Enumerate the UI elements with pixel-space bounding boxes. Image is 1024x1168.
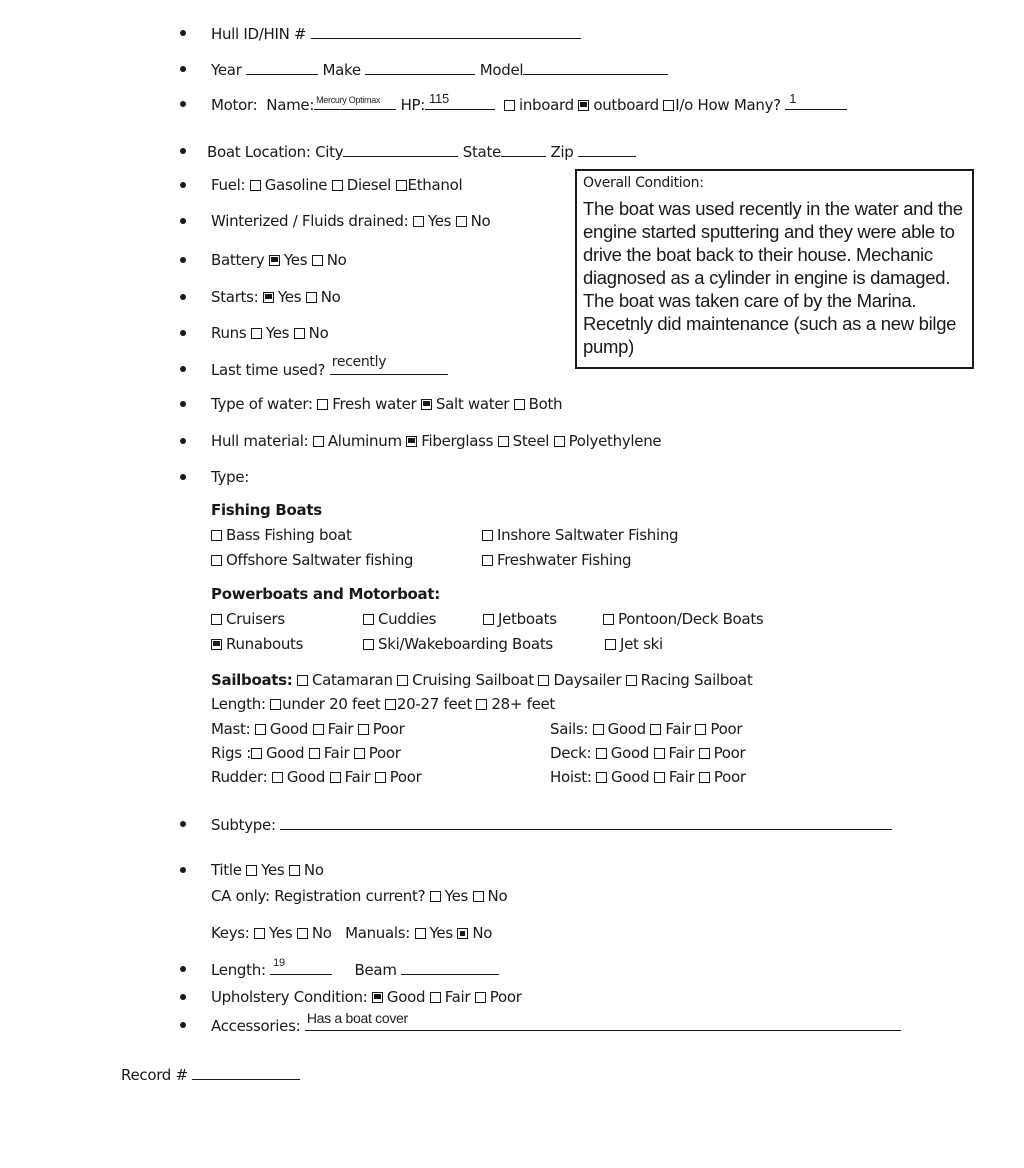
offshore-saltwater-checkbox[interactable] <box>211 555 222 566</box>
battery-no-label: No <box>326 251 347 269</box>
poor-label: Poor <box>713 744 746 762</box>
title-yes-checkbox[interactable] <box>246 865 257 876</box>
rudder-fair-checkbox[interactable] <box>330 772 341 783</box>
overall-condition-text: The boat was used recently in the water and the engine started sputtering and they were able to drive the boat back to their house. Mechanic diagnosed as a cylinder in engine is damaged. The boat was taken care of by the Marina. Recetnly did maintenance (such as a new bilge pump) <box>583 198 963 357</box>
bullet-icon <box>180 148 186 154</box>
bullet-icon <box>180 401 186 407</box>
keys-no-label: No <box>311 924 332 942</box>
rudder-good-checkbox[interactable] <box>272 772 283 783</box>
length-label: Length: <box>211 961 266 979</box>
sailboats-heading: Sailboats: <box>211 671 293 689</box>
runabouts-checkbox[interactable] <box>211 639 222 650</box>
winterized-no-checkbox[interactable] <box>456 216 467 227</box>
year-label: Year <box>211 61 242 79</box>
polyethylene-label: Polyethylene <box>568 432 662 450</box>
rigs-label: Rigs : <box>211 744 251 762</box>
inboard-label: inboard <box>518 96 574 114</box>
racing-sailboat-checkbox[interactable] <box>626 675 637 686</box>
jetboats-label: Jetboats <box>498 610 557 628</box>
location-row <box>207 142 636 161</box>
bullet-icon <box>180 30 186 36</box>
bullet-icon <box>180 101 186 107</box>
hull-material-row <box>211 432 661 450</box>
fair-label: Fair <box>668 768 695 786</box>
bullet-icon <box>180 66 186 72</box>
upholstery-good-label: Good <box>386 988 426 1006</box>
bass-fishing-label: Bass Fishing boat <box>226 526 352 544</box>
upholstery-good-checkbox[interactable] <box>372 992 383 1003</box>
accessories-field[interactable]: Has a boat cover <box>305 1016 901 1031</box>
racing-sailboat-label: Racing Sailboat <box>640 671 753 689</box>
cuddies-checkbox[interactable] <box>363 614 374 625</box>
battery-no-checkbox[interactable] <box>312 255 323 266</box>
freshwater-fishing-checkbox[interactable] <box>482 555 493 566</box>
title-label: Title <box>211 861 242 879</box>
fresh-water-label: Fresh water <box>332 395 417 413</box>
pontoon-label: Pontoon/Deck Boats <box>618 610 764 628</box>
jetboats-checkbox[interactable] <box>483 614 494 625</box>
aluminum-label: Aluminum <box>327 432 402 450</box>
outboard-checkbox[interactable] <box>578 100 589 111</box>
battery-label: Battery <box>211 251 265 269</box>
rudder-poor-checkbox[interactable] <box>375 772 386 783</box>
fair-label: Fair <box>668 744 695 762</box>
deck-condition-row <box>550 744 745 762</box>
fuel-label: Fuel: <box>211 176 246 194</box>
runs-label: Runs <box>211 324 247 342</box>
starts-yes-checkbox[interactable] <box>263 292 274 303</box>
freshwater-fishing-label: Freshwater Fishing <box>497 551 632 569</box>
upholstery-poor-label: Poor <box>489 988 522 1006</box>
mast-good-checkbox[interactable] <box>255 724 266 735</box>
last-used-label: Last time used? <box>211 361 326 379</box>
fishing-option <box>211 526 352 544</box>
city-field[interactable] <box>343 142 458 157</box>
subtype-field[interactable] <box>280 815 892 830</box>
starts-no-checkbox[interactable] <box>306 292 317 303</box>
bullet-icon <box>180 1022 186 1028</box>
battery-yes-label: Yes <box>283 251 308 269</box>
registration-label: CA only: Registration current? <box>211 887 426 905</box>
cruising-sailboat-label: Cruising Sailboat <box>412 671 534 689</box>
io-label: I/o <box>675 96 694 114</box>
manuals-yes-label: Yes <box>429 924 453 942</box>
winterized-yes-checkbox[interactable] <box>413 216 424 227</box>
state-field[interactable] <box>501 142 546 157</box>
28-plus-label: 28+ feet <box>491 695 556 713</box>
poor-label: Poor <box>389 768 422 786</box>
bullet-icon <box>180 438 186 444</box>
steel-label: Steel <box>512 432 550 450</box>
how-many-field[interactable]: 1 <box>785 95 847 110</box>
manuals-no-label: No <box>472 924 493 942</box>
beam-label: Beam <box>354 961 397 979</box>
aluminum-checkbox[interactable] <box>313 436 324 447</box>
battery-row <box>211 251 347 269</box>
runabouts-label: Runabouts <box>226 635 304 653</box>
bullet-icon <box>180 966 186 972</box>
motor-row <box>211 91 847 114</box>
power-option <box>211 610 285 628</box>
catamaran-checkbox[interactable] <box>297 675 308 686</box>
runs-yes-checkbox[interactable] <box>251 328 262 339</box>
diesel-label: Diesel <box>346 176 392 194</box>
runs-no-checkbox[interactable] <box>294 328 305 339</box>
winterized-row <box>211 212 490 230</box>
salt-water-checkbox[interactable] <box>421 399 432 410</box>
registration-no-checkbox[interactable] <box>473 891 484 902</box>
starts-yes-label: Yes <box>277 288 302 306</box>
hoist-good-checkbox[interactable] <box>596 772 607 783</box>
bullet-icon <box>180 821 186 827</box>
zip-label: Zip <box>550 143 574 161</box>
year-make-model-row <box>211 60 668 79</box>
upholstery-poor-checkbox[interactable] <box>475 992 486 1003</box>
fishing-option <box>482 551 631 569</box>
fishing-option <box>211 551 413 569</box>
power-option <box>363 610 436 628</box>
deck-fair-checkbox[interactable] <box>654 748 665 759</box>
gasoline-label: Gasoline <box>264 176 328 194</box>
record-label: Record # <box>121 1066 188 1084</box>
subtype-row <box>211 815 892 834</box>
good-label: Good <box>265 744 305 762</box>
salt-water-label: Salt water <box>435 395 510 413</box>
runs-row <box>211 324 328 342</box>
motor-name-label: Name: <box>266 96 315 114</box>
ski-wakeboarding-label: Ski/Wakeboarding Boats <box>378 635 553 653</box>
steel-checkbox[interactable] <box>498 436 509 447</box>
sails-fair-checkbox[interactable] <box>650 724 661 735</box>
rigs-condition-row <box>211 744 401 762</box>
good-label: Good <box>611 768 650 786</box>
deck-label: Deck: <box>550 744 592 762</box>
upholstery-row <box>211 988 522 1006</box>
winterized-label: Winterized / Fluids drained: <box>211 212 409 230</box>
water-type-label: Type of water: <box>211 395 313 413</box>
fiberglass-checkbox[interactable] <box>406 436 417 447</box>
keys-yes-label: Yes <box>269 924 293 942</box>
ethanol-label: Ethanol <box>407 176 463 194</box>
bullet-icon <box>180 330 186 336</box>
bullet-icon <box>180 474 186 480</box>
power-option <box>363 635 553 653</box>
title-yes-label: Yes <box>261 861 285 879</box>
under-20-label: under 20 feet <box>282 695 381 713</box>
under-20-checkbox[interactable] <box>270 699 281 710</box>
fair-label: Fair <box>344 768 371 786</box>
cruisers-checkbox[interactable] <box>211 614 222 625</box>
bullet-icon <box>180 366 186 372</box>
fiberglass-label: Fiberglass <box>421 432 494 450</box>
hoist-label: Hoist: <box>550 768 592 786</box>
fresh-water-checkbox[interactable] <box>317 399 328 410</box>
sails-label: Sails: <box>550 720 589 738</box>
power-option <box>605 635 663 653</box>
hp-field[interactable]: 115 <box>425 95 495 110</box>
ethanol-checkbox[interactable] <box>396 180 407 191</box>
28-plus-checkbox[interactable] <box>476 699 487 710</box>
fair-label: Fair <box>323 744 350 762</box>
keys-label: Keys: <box>211 924 250 942</box>
upholstery-fair-checkbox[interactable] <box>430 992 441 1003</box>
overall-condition-box[interactable] <box>575 169 974 369</box>
title-no-label: No <box>303 861 324 879</box>
power-option <box>483 610 557 628</box>
bullet-icon <box>180 182 186 188</box>
both-water-checkbox[interactable] <box>514 399 525 410</box>
fishing-boats-heading: Fishing Boats <box>211 501 322 519</box>
fair-label: Fair <box>665 720 691 738</box>
cuddies-label: Cuddies <box>378 610 437 628</box>
motor-label: Motor: <box>211 96 258 114</box>
subtype-label: Subtype: <box>211 816 276 834</box>
hp-label: HP: <box>400 96 426 114</box>
runs-no-label: No <box>308 324 329 342</box>
offshore-saltwater-label: Offshore Saltwater fishing <box>226 551 414 569</box>
year-field[interactable] <box>246 60 318 75</box>
manuals-label: Manuals: <box>345 924 411 942</box>
registration-row <box>211 887 507 905</box>
bullet-icon <box>180 257 186 263</box>
keys-manuals-row <box>211 924 492 942</box>
diesel-checkbox[interactable] <box>332 180 343 191</box>
inshore-saltwater-label: Inshore Saltwater Fishing <box>497 526 679 544</box>
last-used-row <box>211 354 448 379</box>
sails-poor-checkbox[interactable] <box>695 724 706 735</box>
motor-name-field[interactable]: Mercury Optimax <box>314 95 396 110</box>
battery-yes-checkbox[interactable] <box>269 255 280 266</box>
accessories-row <box>211 1010 901 1035</box>
hull-id-field[interactable] <box>311 24 581 39</box>
last-used-field[interactable]: recently <box>330 360 448 375</box>
title-row <box>211 861 324 879</box>
city-label: Boat Location: City <box>207 143 344 161</box>
power-option <box>603 610 763 628</box>
fair-label: Fair <box>327 720 354 738</box>
sailboats-row <box>211 671 752 689</box>
registration-yes-checkbox[interactable] <box>430 891 441 902</box>
rudder-label: Rudder: <box>211 768 268 786</box>
good-label: Good <box>269 720 309 738</box>
cruisers-label: Cruisers <box>226 610 285 628</box>
jet-ski-label: Jet ski <box>620 635 663 653</box>
state-label: State <box>462 143 501 161</box>
manuals-yes-checkbox[interactable] <box>415 928 426 939</box>
good-label: Good <box>607 720 646 738</box>
winterized-no-label: No <box>470 212 491 230</box>
bullet-icon <box>180 994 186 1000</box>
type-label: Type: <box>211 468 250 486</box>
record-field[interactable] <box>192 1065 300 1080</box>
rudder-condition-row <box>211 768 422 786</box>
daysailer-checkbox[interactable] <box>538 675 549 686</box>
fuel-row <box>211 176 462 194</box>
polyethylene-checkbox[interactable] <box>554 436 565 447</box>
jet-ski-checkbox[interactable] <box>605 639 616 650</box>
winterized-yes-label: Yes <box>427 212 452 230</box>
accessories-label: Accessories: <box>211 1017 301 1035</box>
model-label: Model <box>479 61 524 79</box>
bullet-icon <box>180 218 186 224</box>
sail-length-row <box>211 695 555 713</box>
hoist-poor-checkbox[interactable] <box>699 772 710 783</box>
bullet-icon <box>180 867 186 873</box>
pontoon-checkbox[interactable] <box>603 614 614 625</box>
overall-condition-title: Overall Condition: <box>583 175 704 191</box>
daysailer-label: Daysailer <box>553 671 622 689</box>
inshore-saltwater-checkbox[interactable] <box>482 530 493 541</box>
model-field[interactable] <box>523 60 668 75</box>
mast-condition-row <box>211 720 405 738</box>
io-checkbox[interactable] <box>663 100 674 111</box>
catamaran-label: Catamaran <box>311 671 393 689</box>
deck-poor-checkbox[interactable] <box>699 748 710 759</box>
mast-label: Mast: <box>211 720 251 738</box>
how-many-label: How Many? <box>697 96 781 114</box>
hull-id-label: Hull ID/HIN # <box>211 25 307 43</box>
gasoline-checkbox[interactable] <box>250 180 261 191</box>
registration-yes-label: Yes <box>444 887 469 905</box>
starts-row <box>211 288 341 306</box>
hoist-condition-row <box>550 768 746 786</box>
fishing-option <box>482 526 678 544</box>
hoist-fair-checkbox[interactable] <box>654 772 665 783</box>
both-water-label: Both <box>528 395 563 413</box>
mast-fair-checkbox[interactable] <box>313 724 324 735</box>
keys-yes-checkbox[interactable] <box>254 928 265 939</box>
outboard-label: outboard <box>593 96 659 114</box>
ski-wakeboarding-checkbox[interactable] <box>363 639 374 650</box>
hull-material-label: Hull material: <box>211 432 309 450</box>
bullet-icon <box>180 294 186 300</box>
poor-label: Poor <box>713 768 746 786</box>
sails-condition-row <box>550 720 742 738</box>
starts-label: Starts: <box>211 288 259 306</box>
beam-field[interactable] <box>401 960 499 975</box>
manuals-no-checkbox[interactable] <box>457 928 468 939</box>
poor-label: Poor <box>368 744 401 762</box>
sails-good-checkbox[interactable] <box>593 724 604 735</box>
rigs-poor-checkbox[interactable] <box>354 748 365 759</box>
rigs-fair-checkbox[interactable] <box>309 748 320 759</box>
inboard-checkbox[interactable] <box>504 100 515 111</box>
20-27-label: 20-27 feet <box>396 695 472 713</box>
good-label: Good <box>610 744 650 762</box>
keys-no-checkbox[interactable] <box>297 928 308 939</box>
deck-good-checkbox[interactable] <box>596 748 607 759</box>
mast-poor-checkbox[interactable] <box>358 724 369 735</box>
water-type-row <box>211 395 562 413</box>
upholstery-label: Upholstery Condition: <box>211 988 368 1006</box>
sail-length-label: Length: <box>211 695 266 713</box>
starts-no-label: No <box>320 288 341 306</box>
upholstery-fair-label: Fair <box>444 988 471 1006</box>
cruising-sailboat-checkbox[interactable] <box>397 675 408 686</box>
title-no-checkbox[interactable] <box>289 865 300 876</box>
powerboats-heading: Powerboats and Motorboat: <box>211 585 440 603</box>
length-field[interactable]: 19 <box>270 960 332 975</box>
poor-label: Poor <box>372 720 405 738</box>
zip-field[interactable] <box>578 142 636 157</box>
make-label: Make <box>322 61 361 79</box>
rigs-good-checkbox[interactable] <box>251 748 262 759</box>
length-beam-row <box>211 957 499 979</box>
make-field[interactable] <box>365 60 475 75</box>
registration-no-label: No <box>487 887 508 905</box>
good-label: Good <box>286 768 326 786</box>
poor-label: Poor <box>710 720 743 738</box>
power-option <box>211 635 303 653</box>
record-row <box>121 1065 300 1084</box>
hull-id-row <box>211 24 581 43</box>
runs-yes-label: Yes <box>265 324 290 342</box>
bass-fishing-checkbox[interactable] <box>211 530 222 541</box>
20-27-checkbox[interactable] <box>385 699 396 710</box>
